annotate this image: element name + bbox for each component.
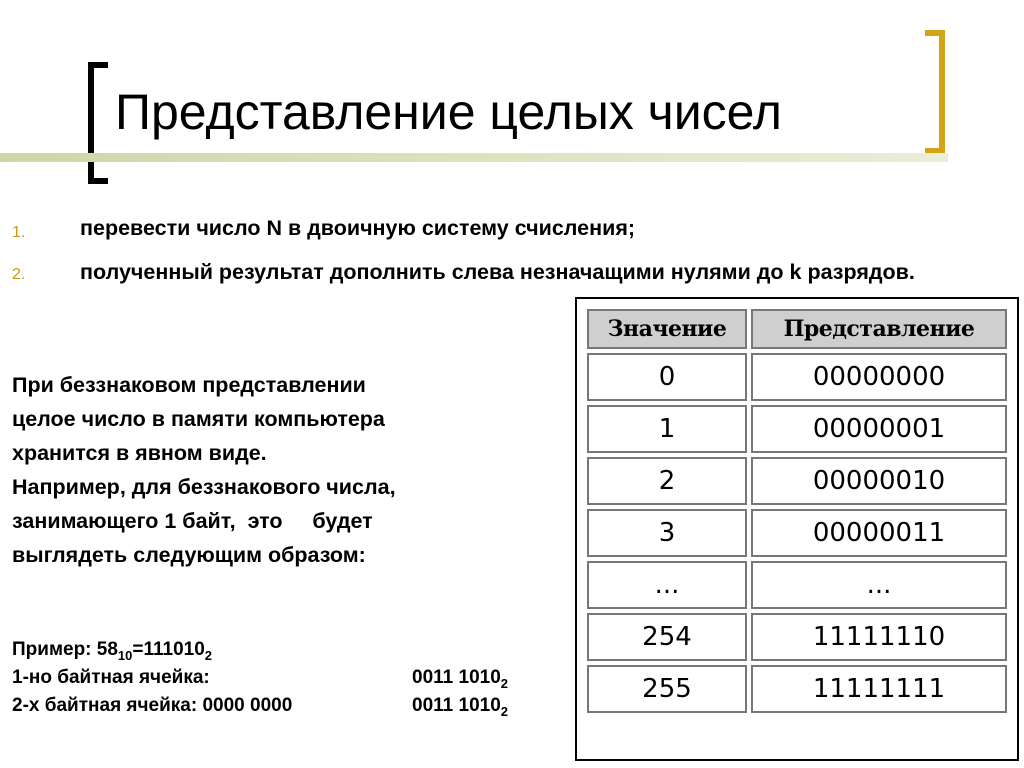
one-byte-value-wrap [412,664,508,692]
cell-value: 254 [587,613,747,661]
paragraph-line: целое число в памяти компьютера [12,407,385,431]
slide-title: Представление целых чисел [115,84,782,140]
two-byte-label: 2-х байтная ячейка: 0000 0000 [12,695,293,716]
table-header-row [587,309,1007,349]
left-bracket-decoration [88,62,108,184]
list-item-1: перевести число N в двоичную систему счисления; [80,216,636,240]
paragraph-line: занимающего 1 байт, это будет [12,509,373,533]
list-number-2: 2. [12,266,26,283]
two-byte-base-subscript: 2 [500,704,508,719]
right-bracket-decoration [925,30,945,154]
cell-representation: 11111110 [751,613,1007,661]
cell-representation: 00000010 [751,457,1007,505]
table-row [587,457,1007,505]
cell-representation: 11111111 [751,665,1007,713]
cell-value: ... [587,561,747,609]
one-byte-line [12,664,508,692]
cell-value: 255 [587,665,747,713]
base2-subscript: 2 [204,648,213,663]
example-prefix: Пример: 58 [12,639,118,660]
representation-table [583,305,1011,717]
header-value: Значение [587,309,747,349]
table-row [587,353,1007,401]
unsigned-description [12,368,552,572]
list-item-2: полученный результат дополнить слева незначащими нулями до k разрядов. [80,260,915,284]
header-representation: Представление [751,309,1007,349]
cell-value: 1 [587,405,747,453]
cell-representation: 00000000 [751,353,1007,401]
cell-representation: 00000001 [751,405,1007,453]
example-equals: =111010 [132,639,205,660]
one-byte-value: 0011 1010 [412,667,501,688]
cell-representation: ... [751,561,1007,609]
representation-table-frame [575,297,1019,761]
two-byte-line [12,692,508,720]
table-row [587,561,1007,609]
title-underline [0,153,948,162]
paragraph-line: хранится в явном виде. [12,441,267,465]
paragraph-line: При беззнаковом представлении [12,373,366,397]
paragraph-line: выглядеть следующим образом: [12,543,366,567]
example-block [12,636,508,720]
cell-value: 2 [587,457,747,505]
base10-subscript: 10 [117,648,133,663]
table-row [587,405,1007,453]
two-byte-value: 0011 1010 [412,695,501,716]
cell-value: 0 [587,353,747,401]
table-row [587,613,1007,661]
one-byte-base-subscript: 2 [500,676,508,691]
table-row [587,509,1007,557]
paragraph-line: Например, для беззнакового числа, [12,475,396,499]
one-byte-label: 1-но байтная ячейка: [12,667,210,688]
cell-representation: 00000011 [751,509,1007,557]
list-number-1: 1. [12,224,26,241]
example-line [12,636,292,664]
two-byte-value-wrap [412,692,508,720]
cell-value: 3 [587,509,747,557]
table-row [587,665,1007,713]
